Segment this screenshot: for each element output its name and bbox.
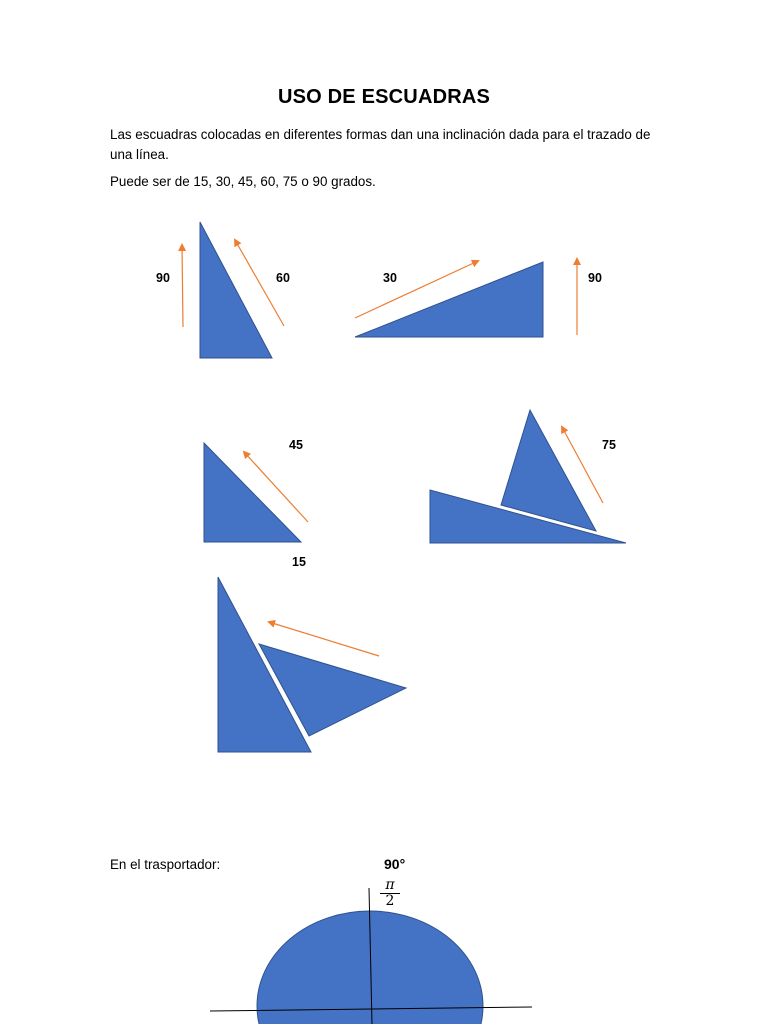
- label-90-right: 90: [588, 271, 602, 285]
- label-15: 15: [292, 555, 306, 569]
- label-90-left: 90: [156, 271, 170, 285]
- label-60: 60: [276, 271, 290, 285]
- angles-paragraph: Puede ser de 15, 30, 45, 60, 75 o 90 grados.: [110, 174, 376, 189]
- arrow-15: [269, 622, 379, 656]
- intro-paragraph: Las escuadras colocadas en diferentes formas dan una inclinación dada para el trazado de una línea.: [110, 127, 651, 162]
- protractor-fraction: [380, 878, 400, 909]
- fraction-denominator: 2: [385, 893, 395, 909]
- label-45: 45: [289, 438, 303, 452]
- set-square-45: [204, 443, 301, 542]
- page-title: USO DE ESCUADRAS: [277, 86, 491, 108]
- protractor-label: En el trasportador:: [110, 857, 221, 872]
- fraction-numerator: π: [380, 878, 400, 894]
- protractor-degree-label: 90°: [384, 856, 406, 872]
- arrow-90-left: [182, 245, 183, 327]
- label-30: 30: [383, 271, 397, 285]
- label-75: 75: [602, 438, 616, 452]
